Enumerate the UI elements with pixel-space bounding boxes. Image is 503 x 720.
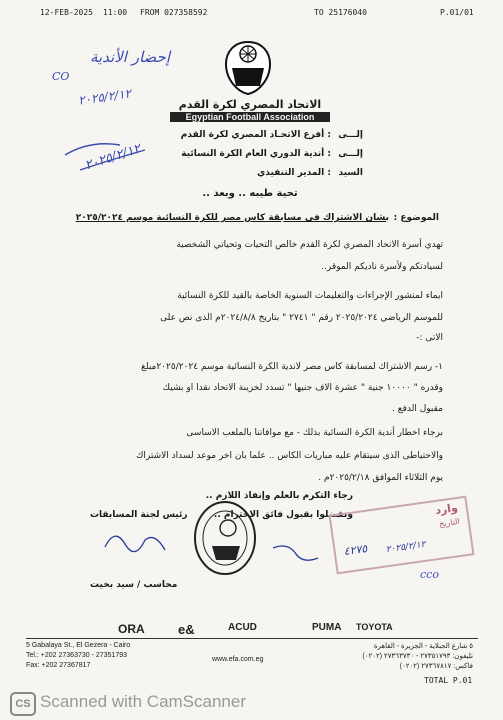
footer-divider	[26, 638, 478, 639]
sponsor-puma: PUMA	[312, 622, 342, 633]
official-seal-icon	[190, 498, 260, 578]
camscanner-logo-icon: CS	[10, 692, 36, 716]
body-p1-line1: تهدي أسرة الاتحاد المصري لكرة القدم خالص التحيات وتحياتي الشخصية	[176, 240, 443, 250]
fax-date: 12-FEB-2025	[40, 8, 93, 17]
fax-header	[0, 8, 503, 22]
signature-right	[268, 540, 328, 570]
efa-logo-icon	[222, 40, 274, 96]
body-p2-line2: للموسم الرياضي ٢٠٢٥/٢٠٢٤ رقم " ٢٧٤١ " بتاريخ ٢٠٢٤/٨/٨م الذى نص على	[160, 313, 443, 323]
body-p3-line3: يوم الثلاثاء الموافق ٢٠٢٥/٢/١٨م .	[318, 473, 443, 483]
camscanner-label: Scanned with CamScanner	[40, 692, 247, 711]
body-item1-line1: ١- رسم الاشتراك لمسابقة كاس مصر لاندية الكرة النسائية موسم ٢٠٢٥/٢٠٢٤مبلغ	[141, 362, 443, 372]
recipient-2-text: : أندية الدوري العام الكرة النسائية	[181, 149, 331, 159]
incoming-stamp-word: وارد	[434, 500, 459, 517]
handwritten-stamp-note: cco	[420, 568, 439, 581]
recipient-1-label: إلـــى	[338, 130, 363, 140]
camscanner-bar	[0, 686, 503, 720]
fax-to: TO 25176040	[314, 8, 367, 17]
fax-from: FROM 027358592	[140, 8, 208, 17]
body-p1-line2: لسيادتكم ولأسرة ناديكم الموقر..	[321, 262, 443, 272]
footer-tel-en: Tel.: +202 27363730 - 27351793	[26, 652, 128, 659]
recipient-3-text: : المدير التنفيذي	[257, 168, 331, 178]
incoming-stamp-number: ٤٢٧٥	[342, 541, 369, 559]
footer-website: www.efa.com.eg	[212, 656, 264, 663]
closing-line-2: وتفضلوا بقبول فائق الاحترام ..	[213, 510, 353, 520]
footer-address-ar: ٥ شارع الجبلاية - الجزيرة - القاهرة	[373, 643, 473, 650]
fax-total: TOTAL P.01	[424, 676, 473, 685]
body-p3-line1: برجاء اخطار أندية الكرة النسائية بذلك - مع موافاتنا بالملعب الاساسى	[186, 428, 443, 438]
sponsor-acud: ACUD	[228, 622, 257, 633]
footer-address-en: 5 Gabalaya St., El Gezera - Cairo	[26, 642, 131, 649]
body-item1-line2: وقدره " ١٠٠٠٠ جنية " عشرة الاف جنيها " تسدد لخزينة الاتحاد نقدا او بشيك	[162, 383, 443, 393]
closing-line-1: رجاء التكرم بالعلم وإنفاذ اللازم ..	[205, 491, 353, 501]
incoming-stamp	[329, 496, 475, 575]
sponsor-eand: e&	[178, 622, 195, 637]
recipient-1-text: : أفرع الاتحـاد المصري لكرة القدم	[180, 130, 331, 140]
recipient-3-label: السيد	[338, 168, 363, 178]
handwritten-date-top: ٢٠٢٥/٢/١٢	[77, 86, 132, 108]
footer-tel-ar: تليفون: ٢٧٣٥١٧٩٣ - ٢٧٣٦٣٧٣٠ (٠٢٠٢)	[362, 653, 473, 660]
sponsor-ora: ORA	[118, 622, 145, 636]
incoming-stamp-date: ٢٠٢٥/٢/١٢	[385, 539, 427, 556]
handwritten-initials: CO	[52, 70, 70, 83]
handwritten-date-mid: ٢٠٢٥/٢/١٢	[83, 141, 143, 174]
competitions-head-title: رئيس لجنة المسابقات	[90, 510, 188, 520]
subject-text: بشان الاشتراك فى مسابقة كاس مصر للكرة النسائية موسم ٢٠٢٥/٢٠٢٤	[75, 213, 389, 223]
handwritten-note: إحضار الأندية	[89, 48, 170, 66]
sponsor-toyota: TOYOTA	[356, 622, 393, 632]
org-name-ar: الاتحاد المصري لكرة القدم	[178, 98, 322, 111]
fax-time: 11:00	[103, 8, 128, 17]
body-p2-line3: الاتى :-	[416, 333, 443, 343]
body-p3-line2: والاحتياطى الذى سيتقام عليه مباريات الكاس .. علما بان اخر موعد لسداد الاشتراك	[136, 451, 443, 461]
incoming-stamp-date-label: التاريخ	[438, 516, 461, 529]
footer-fax-en: Fax: +202 27367817	[26, 662, 91, 669]
footer-fax-ar: فاكس: ٢٧٣٦٧٨١٧ (٠٢٠٢)	[399, 663, 473, 670]
subject-label: الموضوع :	[393, 213, 439, 223]
fax-page: P.01/01	[440, 8, 474, 17]
body-p2-line1: ايماء لمنشور الإجراءات والتعليمات السنوية الخاصة بالقيد للكرة النسائية	[177, 291, 443, 301]
org-name-en: Egyptian Football Association	[170, 112, 330, 122]
accountant-name: محاسب / سيد بخيت	[90, 580, 178, 590]
signature-head	[100, 522, 170, 558]
recipient-2-label: إلـــى	[338, 149, 363, 159]
body-item1-line3: مقبول الدفع .	[392, 404, 443, 414]
greeting: تحية طيبه .. وبعد ..	[202, 188, 298, 199]
